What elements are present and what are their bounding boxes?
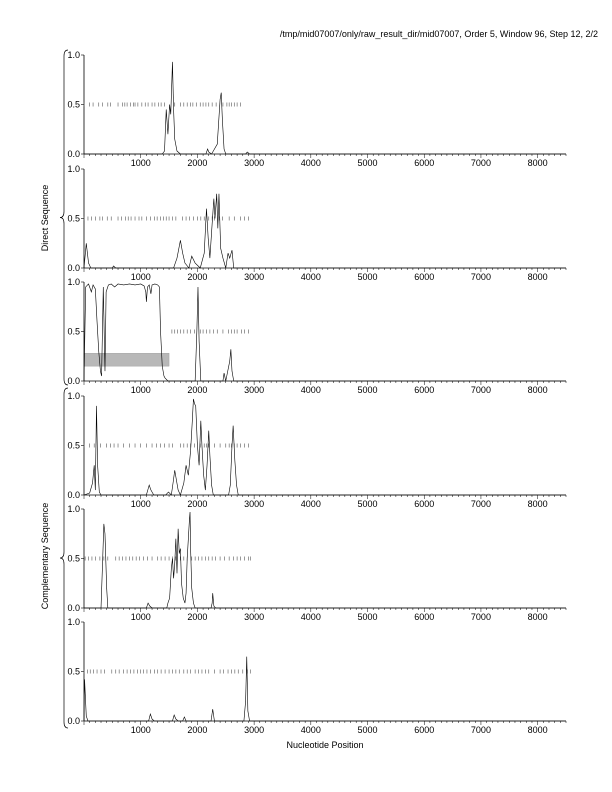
x-tick-label: 3000 bbox=[244, 725, 265, 735]
x-tick-label: 8000 bbox=[527, 499, 548, 509]
x-tick-label: 6000 bbox=[414, 499, 435, 509]
y-tick-label: 0.5 bbox=[67, 326, 80, 337]
x-tick-label: 4000 bbox=[300, 612, 321, 622]
x-tick-label: 3000 bbox=[244, 499, 265, 509]
x-tick-label: 7000 bbox=[470, 725, 491, 735]
x-tick-label: 5000 bbox=[357, 272, 378, 282]
panel-2 bbox=[67, 164, 566, 282]
x-tick-label: 5000 bbox=[357, 499, 378, 509]
x-tick-label: 8000 bbox=[527, 612, 548, 622]
series-line bbox=[84, 284, 566, 381]
x-tick-label: 8000 bbox=[527, 385, 548, 395]
chart-panels bbox=[67, 50, 566, 735]
shaded-band bbox=[84, 353, 169, 366]
series-line bbox=[84, 62, 566, 154]
panel-3 bbox=[67, 277, 566, 395]
y-tick-label: 1.0 bbox=[67, 504, 80, 514]
panel-5 bbox=[67, 504, 566, 622]
x-tick-label: 2000 bbox=[187, 725, 208, 735]
file-path-caption: /tmp/mid07007/only/raw_result_dir/mid07007, Order 5, Window 96, Step 12, 2/2 bbox=[279, 29, 598, 39]
x-tick-label: 3000 bbox=[244, 612, 265, 622]
y-tick-label: 0.5 bbox=[67, 213, 80, 224]
y-tick-label: 0.0 bbox=[67, 490, 80, 500]
y-tick-label: 0.0 bbox=[67, 376, 80, 386]
x-tick-label: 6000 bbox=[414, 612, 435, 622]
y-tick-label: 0.5 bbox=[67, 553, 80, 564]
x-tick-label: 1000 bbox=[130, 385, 151, 395]
x-tick-label: 1000 bbox=[130, 612, 151, 622]
panel-1 bbox=[67, 50, 566, 168]
x-tick-label: 7000 bbox=[470, 499, 491, 509]
x-tick-label: 4000 bbox=[300, 499, 321, 509]
x-tick-label: 1000 bbox=[130, 499, 151, 509]
series-line bbox=[84, 657, 566, 721]
x-tick-label: 1000 bbox=[130, 272, 151, 282]
y-tick-label: 0.5 bbox=[67, 440, 80, 451]
y-tick-label: 0.0 bbox=[67, 263, 80, 273]
x-tick-label: 7000 bbox=[470, 158, 491, 168]
x-tick-label: 6000 bbox=[414, 272, 435, 282]
x-tick-label: 3000 bbox=[244, 272, 265, 282]
y-tick-label: 0.0 bbox=[67, 603, 80, 613]
series-line bbox=[84, 194, 566, 268]
x-tick-label: 5000 bbox=[357, 385, 378, 395]
group-label-direct: Direct Sequence bbox=[40, 184, 50, 252]
panel-6 bbox=[67, 617, 566, 735]
x-tick-label: 2000 bbox=[187, 612, 208, 622]
x-tick-label: 4000 bbox=[300, 385, 321, 395]
y-tick-label: 0.0 bbox=[67, 149, 80, 159]
x-tick-label: 2000 bbox=[187, 385, 208, 395]
y-tick-label: 0.5 bbox=[67, 99, 80, 110]
x-tick-label: 4000 bbox=[300, 272, 321, 282]
x-tick-label: 8000 bbox=[527, 272, 548, 282]
y-tick-label: 1.0 bbox=[67, 164, 80, 174]
x-tick-label: 5000 bbox=[357, 612, 378, 622]
x-tick-label: 1000 bbox=[130, 725, 151, 735]
x-tick-label: 2000 bbox=[187, 272, 208, 282]
x-tick-label: 8000 bbox=[527, 158, 548, 168]
x-tick-label: 7000 bbox=[470, 272, 491, 282]
y-tick-label: 1.0 bbox=[67, 50, 80, 60]
x-tick-label: 3000 bbox=[244, 158, 265, 168]
x-tick-label: 4000 bbox=[300, 725, 321, 735]
x-tick-label: 5000 bbox=[357, 158, 378, 168]
y-tick-label: 1.0 bbox=[67, 617, 80, 627]
x-tick-label: 6000 bbox=[414, 725, 435, 735]
x-tick-label: 3000 bbox=[244, 385, 265, 395]
series-line bbox=[84, 512, 566, 608]
panel-4 bbox=[67, 391, 566, 509]
y-tick-label: 0.0 bbox=[67, 716, 80, 726]
x-tick-label: 7000 bbox=[470, 612, 491, 622]
y-tick-label: 0.5 bbox=[67, 666, 80, 677]
x-tick-label: 6000 bbox=[414, 385, 435, 395]
x-tick-label: 1000 bbox=[130, 158, 151, 168]
x-tick-label: 2000 bbox=[187, 158, 208, 168]
group-label-complementary: Complementary Sequence bbox=[40, 502, 50, 610]
x-tick-label: 2000 bbox=[187, 499, 208, 509]
x-tick-label: 5000 bbox=[357, 725, 378, 735]
y-tick-label: 1.0 bbox=[67, 277, 80, 287]
x-tick-label: 4000 bbox=[300, 158, 321, 168]
y-tick-label: 1.0 bbox=[67, 391, 80, 401]
x-tick-label: 6000 bbox=[414, 158, 435, 168]
x-tick-label: 8000 bbox=[527, 725, 548, 735]
x-axis-title: Nucleotide Position bbox=[286, 740, 364, 750]
x-tick-label: 7000 bbox=[470, 385, 491, 395]
